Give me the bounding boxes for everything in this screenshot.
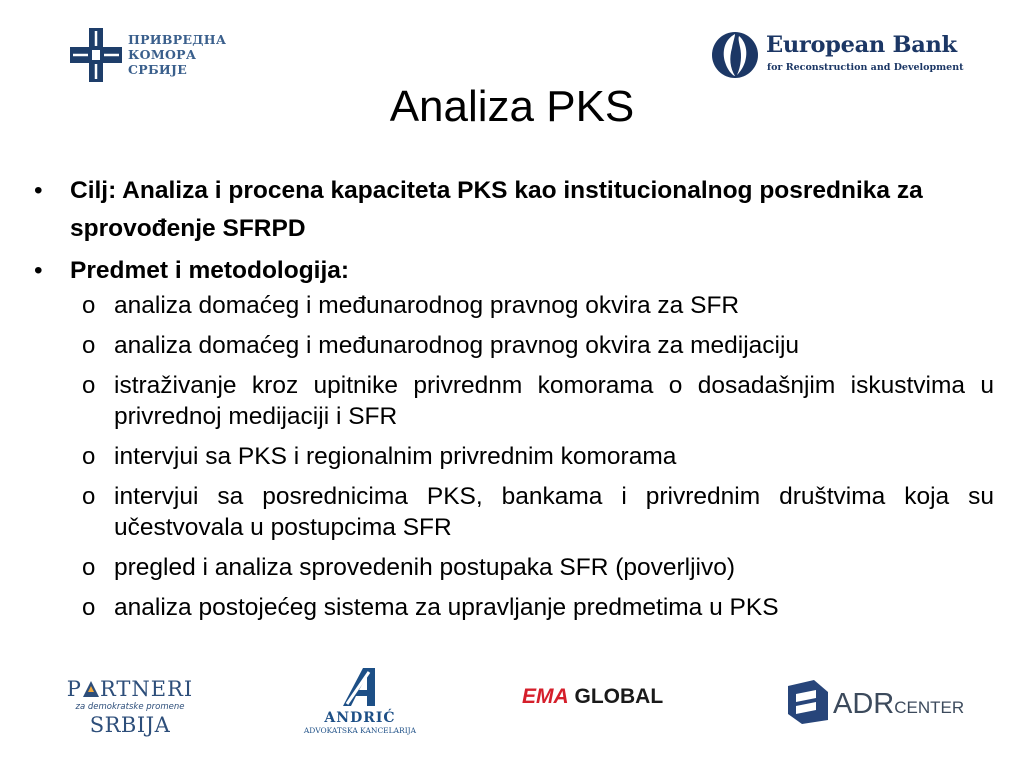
ebrd-subtitle: for Reconstruction and Development xyxy=(767,62,964,73)
sub-item xyxy=(82,481,994,543)
sub-marker: o xyxy=(82,594,96,621)
sub-item-text: intervjui sa PKS i regionalnim privrednim komorama xyxy=(114,443,677,470)
ema-text: EMA xyxy=(522,685,569,708)
sub-marker: o xyxy=(82,483,96,510)
sub-marker: o xyxy=(82,332,96,359)
sub-marker: o xyxy=(82,372,96,399)
pks-line-3: СРБИЈЕ xyxy=(128,62,188,77)
pks-logo xyxy=(68,26,238,88)
partneri-title-start: P xyxy=(66,677,82,701)
adr-center-logo xyxy=(784,678,974,728)
sub-item-text: analiza postojećeg sistema za upravljanje predmetima u PKS xyxy=(114,594,779,621)
slide-title: Analiza PKS xyxy=(389,82,635,131)
adr-big-text: ADR xyxy=(833,688,895,720)
pks-cross-icon xyxy=(68,26,124,84)
adr-small-text: CENTER xyxy=(894,698,965,717)
global-text: GLOBAL xyxy=(568,685,664,708)
adr-mark-icon xyxy=(784,678,830,726)
partneri-a-icon xyxy=(82,680,100,698)
sub-item xyxy=(82,441,994,472)
sub-item-text: pregled i analiza sprovedenih postupaka SFR (poverljivo) xyxy=(114,554,736,581)
sub-list xyxy=(82,290,994,623)
bullet-marker: • xyxy=(34,257,43,284)
andric-name: ANDRIĆ xyxy=(324,710,396,726)
sub-marker: o xyxy=(82,292,96,319)
bullet-item xyxy=(34,172,994,248)
sub-item-text: istraživanje kroz upitnike privrednm komorama o dosadašnjim iskustvima u privrednoj medijaciji i SFR xyxy=(114,372,994,430)
ebrd-emblem-icon xyxy=(710,30,760,80)
sub-item-text: analiza domaćeg i međunarodnog pravnog okvira za medijaciju xyxy=(114,332,800,359)
partneri-title-end: RTNERI xyxy=(99,677,194,701)
bullet-marker: • xyxy=(34,177,43,204)
sub-item xyxy=(82,592,994,623)
ema-global-logo xyxy=(522,685,663,709)
bullet-item xyxy=(34,252,994,290)
adr-text xyxy=(833,688,964,721)
andric-logo xyxy=(300,666,420,752)
sub-item xyxy=(82,290,994,321)
bullet-text: Cilj: Analiza i procena kapaciteta PKS kao institucionalnog posrednika za sprovođenje SFRPD xyxy=(70,177,923,242)
partneri-city: SRBIJA xyxy=(89,713,171,737)
partneri-title xyxy=(60,676,200,702)
sub-item xyxy=(82,552,994,583)
sub-marker: o xyxy=(82,443,96,470)
andric-a-icon xyxy=(341,666,379,708)
sub-item-text: analiza domaćeg i međunarodnog pravnog okvira za SFR xyxy=(114,292,740,319)
sub-marker: o xyxy=(82,554,96,581)
pks-line-1: ПРИВРЕДНА xyxy=(128,32,227,47)
sub-item-text: intervjui sa posrednicima PKS, bankama i privrednim društvima koja su učestvovala u postupcima SFR xyxy=(114,483,994,541)
andric-subtitle: ADVOKATSKA KANCELARIJA xyxy=(303,726,417,735)
partneri-logo xyxy=(60,676,200,740)
bullet-text: Predmet i metodologija: xyxy=(70,257,350,284)
pks-logo-text xyxy=(128,32,238,77)
slide-content xyxy=(34,172,994,632)
sub-item xyxy=(82,370,994,432)
sub-item xyxy=(82,330,994,361)
pks-line-2: КОМОРА xyxy=(128,47,197,62)
partneri-subtitle: za demokratske promene xyxy=(75,702,185,712)
ebrd-logo xyxy=(710,30,970,82)
ebrd-name: European Bank xyxy=(766,32,957,58)
